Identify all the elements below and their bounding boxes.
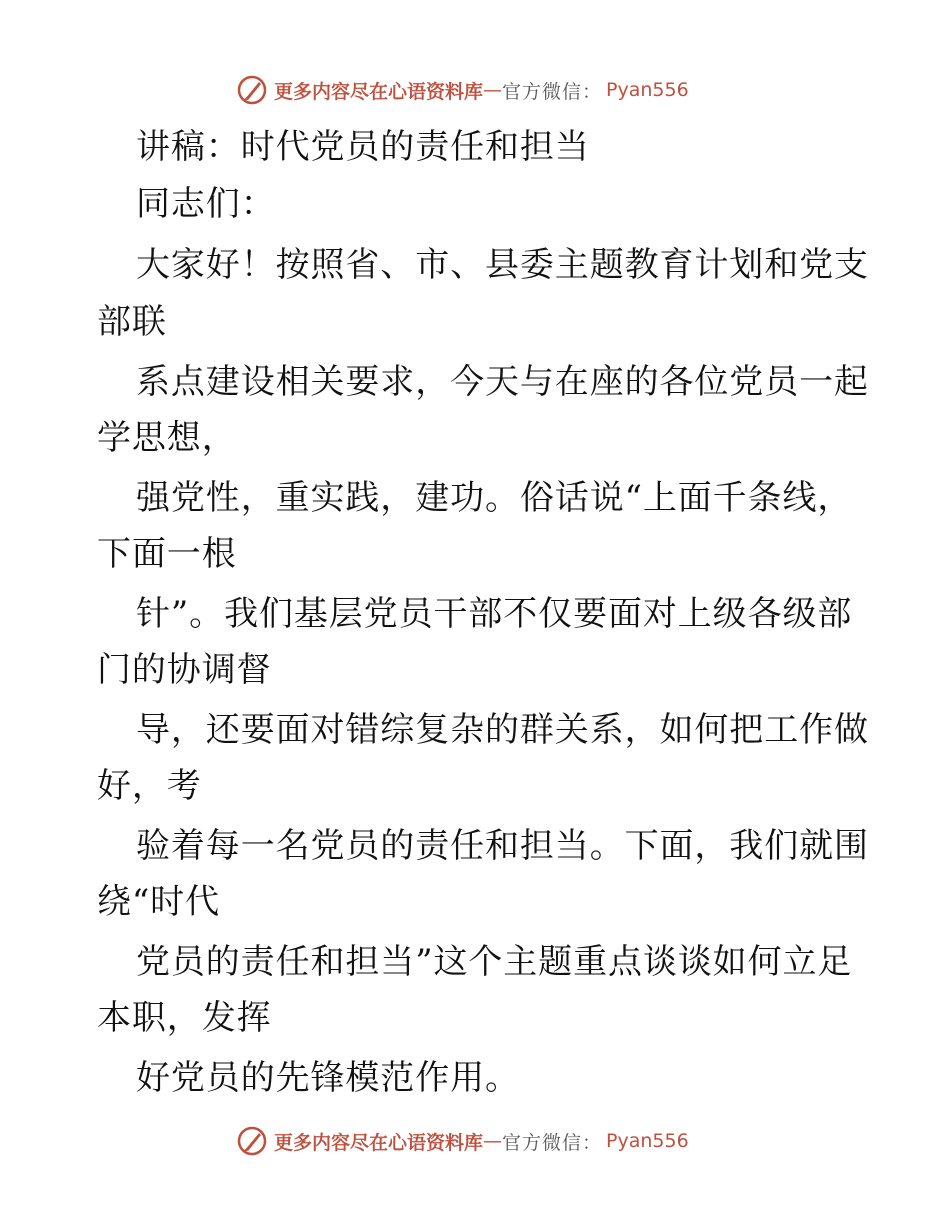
watermark-label: 官方微信： [502,80,603,103]
footer-watermark [236,1124,689,1158]
paragraph-line: 下面一根 [97,534,237,574]
paragraph-line: 系点建设相关要求，今天与在座的各位党员一起 [136,362,869,402]
salutation: 同志们： [136,184,276,224]
paragraph-line: 部联 [97,302,167,342]
watermark-dash: — [483,1130,503,1152]
paragraph-line: 针”。我们基层党员干部不仅要面对上级各级部 [136,594,853,634]
watermark-wechat-id: Pyan556 [606,1130,689,1152]
paragraph-line: 导，还要面对错综复杂的群关系，如何把工作做 [136,710,869,750]
paragraph-line: 党员的责任和担当”这个主题重点谈谈如何立足 [136,942,853,982]
quill-logo-icon [236,1125,268,1157]
paragraph-line: 学思想， [97,418,237,458]
paragraph-line: 本职，发挥 [97,998,272,1038]
document-title: 讲稿：时代党员的责任和担当 [136,127,590,167]
paragraph-line: 大家好！按照省、市、县委主题教育计划和党支 [136,245,869,285]
watermark-label: 官方微信： [502,1131,603,1154]
quill-logo-icon [236,74,268,106]
header-watermark [236,73,689,107]
watermark-dash: — [483,79,503,101]
paragraph-line: 门的协调督 [97,650,272,690]
paragraph-line: 强党性，重实践，建功。俗话说“上面千条线， [136,478,853,518]
watermark-wechat-id: Pyan556 [606,79,689,101]
paragraph-line: 好党员的先锋模范作用。 [136,1058,520,1098]
paragraph-line: 绕“时代 [97,882,220,922]
watermark-brand: 更多内容尽在心语资料库 [274,80,484,103]
paragraph-line: 好，考 [97,766,202,806]
paragraph-line: 验着每一名党员的责任和担当。下面，我们就围 [136,826,869,866]
watermark-brand: 更多内容尽在心语资料库 [274,1131,484,1154]
